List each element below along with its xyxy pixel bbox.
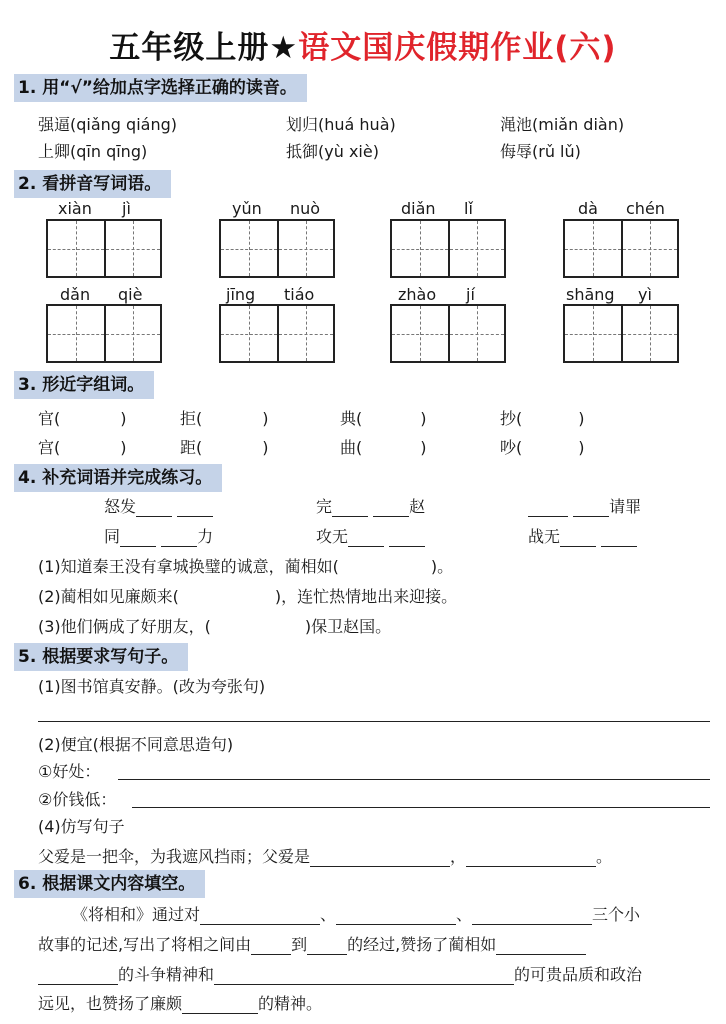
grid-cell[interactable]	[621, 306, 677, 361]
q-text-end: )保卫赵国。	[304, 617, 392, 636]
idiom-text: 完	[316, 497, 333, 516]
pinyin: qiè	[118, 285, 143, 304]
writing-grid[interactable]	[390, 219, 506, 278]
grid-cell[interactable]	[104, 306, 160, 361]
s6-text: 《将相和》通过对	[72, 905, 201, 924]
writing-grid[interactable]	[46, 219, 162, 278]
q-text: (2)蔺相如见廉颇来(	[38, 587, 179, 606]
pinyin: jí	[466, 285, 475, 304]
s5-q2a: ①好处：	[38, 762, 101, 781]
s1-item-5: 抵御(yù xiè)	[286, 142, 379, 161]
s3-char: 距(	[180, 438, 203, 457]
q-text: (3)他们俩成了好朋友，(	[38, 617, 211, 636]
answer-line[interactable]	[132, 807, 710, 808]
q-text-end: )。	[430, 557, 454, 576]
section-1-heading: 1. 用“√”给加点字选择正确的读音。	[14, 74, 307, 102]
s3-close: )	[578, 438, 585, 457]
s6-text: 到	[291, 935, 308, 954]
pinyin: dà	[578, 199, 598, 218]
grid-cell[interactable]	[392, 221, 448, 276]
grid-cell[interactable]	[448, 306, 504, 361]
s3-item	[500, 438, 585, 458]
pinyin: chén	[626, 199, 665, 218]
q-text: 父爱是一把伞，为我遮风挡雨；父爱是	[38, 847, 311, 866]
grid-cell[interactable]	[621, 221, 677, 276]
s4-q3	[38, 617, 391, 637]
s3-item	[180, 438, 269, 458]
grid-cell[interactable]	[48, 306, 104, 361]
grid-cell[interactable]	[565, 306, 621, 361]
answer-line[interactable]	[38, 721, 710, 722]
title-grade: 五年级上册★	[109, 30, 299, 66]
answer-line[interactable]	[118, 779, 710, 780]
pinyin: xiàn	[58, 199, 92, 218]
grid-cell[interactable]	[221, 221, 277, 276]
s3-char: 拒(	[180, 409, 203, 428]
idiom-5	[316, 527, 425, 547]
s3-close: )	[420, 438, 427, 457]
idiom-text: 请罪	[609, 497, 642, 516]
grid-cell[interactable]	[448, 221, 504, 276]
s6-text: 的斗争精神和	[118, 965, 215, 984]
idiom-4	[104, 527, 213, 547]
s3-item	[500, 409, 585, 429]
grid-cell[interactable]	[48, 221, 104, 276]
s6-line-4	[38, 994, 322, 1014]
section-4-heading: 4. 补充词语并完成练习。	[14, 464, 222, 492]
s5-q2b: ②价钱低：	[38, 790, 117, 809]
idiom-text: 力	[197, 527, 214, 546]
title-assignment: 语文国庆假期作业(六)	[298, 30, 617, 66]
pinyin: yì	[638, 285, 652, 304]
idiom-3	[528, 497, 641, 517]
s5-q4-sentence	[38, 847, 612, 867]
idiom-1	[104, 497, 213, 517]
s4-q1	[38, 557, 453, 577]
s3-char: 宫(	[38, 438, 61, 457]
pinyin: jīng	[226, 285, 256, 304]
grid-cell[interactable]	[565, 221, 621, 276]
idiom-text: 怒发	[104, 497, 137, 516]
s3-char: 官(	[38, 409, 61, 428]
punct: 、	[320, 905, 337, 924]
idiom-6	[528, 527, 637, 547]
writing-grid[interactable]	[46, 304, 162, 363]
punct: 、	[456, 905, 473, 924]
s3-item	[340, 438, 427, 458]
s3-item	[180, 409, 269, 429]
s5-q2: (2)便宜(根据不同意思造句)	[38, 735, 234, 754]
s5-q4: (4)仿写句子	[38, 817, 125, 836]
s6-text: 远见，也赞扬了廉颇	[38, 994, 183, 1013]
s6-text: 的经过,赞扬了蔺相如	[347, 935, 497, 954]
grid-cell[interactable]	[392, 306, 448, 361]
s1-item-4: 上卿(qīn qīng)	[38, 142, 148, 161]
s1-item-3: 渑池(miǎn diàn)	[500, 115, 625, 134]
s5-q1: (1)图书馆真安静。(改为夸张句)	[38, 677, 266, 696]
s6-line-3	[38, 965, 642, 985]
q-text-end: )，连忙热情地出来迎接。	[274, 587, 458, 606]
s3-char: 曲(	[340, 438, 363, 457]
writing-grid[interactable]	[563, 219, 679, 278]
writing-grid[interactable]	[390, 304, 506, 363]
writing-grid[interactable]	[563, 304, 679, 363]
grid-cell[interactable]	[277, 221, 333, 276]
grid-cell[interactable]	[221, 306, 277, 361]
writing-grid[interactable]	[219, 304, 335, 363]
s3-item	[38, 438, 127, 458]
s4-q2	[38, 587, 457, 607]
s3-close: )	[578, 409, 585, 428]
pinyin: diǎn	[401, 199, 436, 218]
pinyin: jì	[122, 199, 131, 218]
s3-item	[340, 409, 427, 429]
s1-item-2: 划归(huá huà)	[286, 115, 396, 134]
pinyin: dǎn	[60, 285, 91, 304]
idiom-text: 赵	[409, 497, 426, 516]
pinyin: shāng	[566, 285, 615, 304]
s3-char: 抄(	[500, 409, 523, 428]
idiom-text: 同	[104, 527, 121, 546]
s3-char: 吵(	[500, 438, 523, 457]
pinyin: nuò	[290, 199, 321, 218]
s3-char: 典(	[340, 409, 363, 428]
section-2-heading: 2. 看拼音写词语。	[14, 170, 171, 198]
idiom-text: 战无	[528, 527, 561, 546]
s3-close: )	[262, 409, 269, 428]
s1-item-1: 强逼(qiǎng qiáng)	[38, 115, 177, 134]
s1-item-6: 侮辱(rǔ lǔ)	[500, 142, 581, 161]
s3-close: )	[120, 438, 127, 457]
grid-cell[interactable]	[277, 306, 333, 361]
s6-line-2	[38, 935, 586, 955]
grid-cell[interactable]	[104, 221, 160, 276]
idiom-text: 攻无	[316, 527, 349, 546]
pinyin: yǔn	[232, 199, 262, 218]
s3-close: )	[420, 409, 427, 428]
s6-text: 的可贵品质和政治	[514, 965, 643, 984]
s6-text: 故事的记述,写出了将相之间由	[38, 935, 252, 954]
section-3-heading: 3. 形近字组词。	[14, 371, 154, 399]
idiom-2	[316, 497, 425, 517]
pinyin: zhào	[398, 285, 437, 304]
pinyin: lǐ	[464, 199, 473, 218]
writing-grid[interactable]	[219, 219, 335, 278]
section-5-heading: 5. 根据要求写句子。	[14, 643, 188, 671]
pinyin: tiáo	[284, 285, 315, 304]
page-title	[0, 22, 726, 67]
punct: ，	[450, 847, 467, 866]
s3-close: )	[262, 438, 269, 457]
punct: 。	[596, 847, 613, 866]
s6-line-1	[72, 905, 640, 925]
s6-text: 的精神。	[258, 994, 323, 1013]
s6-text: 三个小	[592, 905, 641, 924]
s3-close: )	[120, 409, 127, 428]
q-text: (1)知道秦王没有拿城换璧的诚意，蔺相如(	[38, 557, 339, 576]
section-6-heading: 6. 根据课文内容填空。	[14, 870, 205, 898]
s3-item	[38, 409, 127, 429]
